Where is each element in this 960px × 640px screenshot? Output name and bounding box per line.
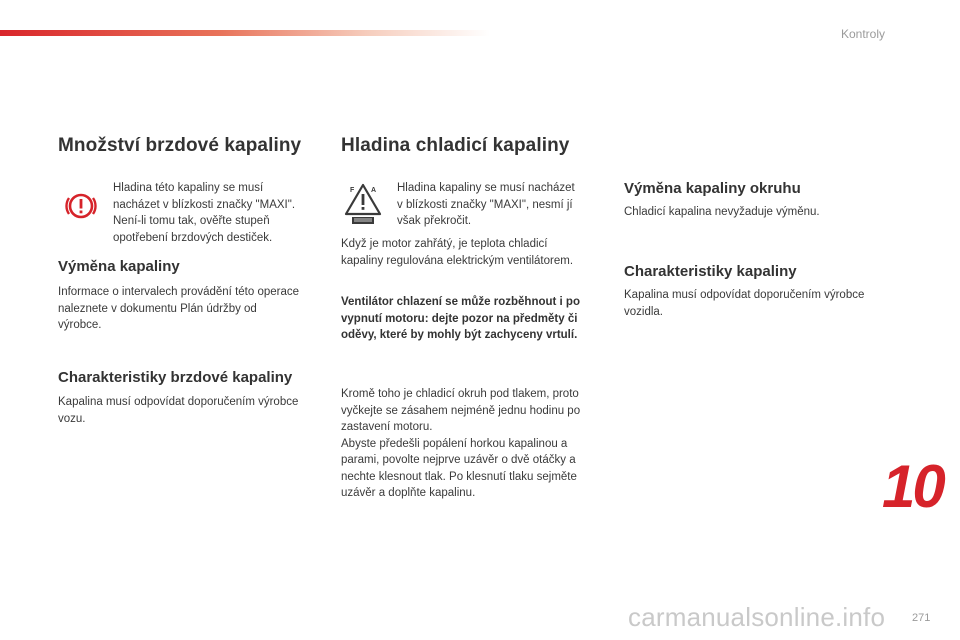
coolant-warning-line: vypnutí motoru: dejte pozor na předměty či — [341, 312, 578, 325]
coolant-notice-line: však překročit. — [397, 215, 472, 227]
brake-fluid-title: Množství brzdové kapaliny — [58, 135, 302, 156]
circuit-change-line: Chladicí kapalina nevyžaduje výměnu. — [624, 206, 820, 218]
section-label: Kontroly — [840, 27, 885, 41]
coolant-section — [341, 135, 611, 157]
brake-change-section — [58, 258, 323, 334]
coolant-warning-line: Ventilátor chlazení se může rozběhnout i po — [341, 296, 580, 308]
watermark: carmanualsonline.info — [628, 602, 886, 632]
chapter-number: 10 — [882, 453, 943, 520]
brake-spec-line: vozu. — [58, 412, 86, 425]
coolant-pressure-line: Kromě toho je chladicí okruh pod tlakem, proto — [341, 388, 579, 400]
brake-warning-icon — [64, 189, 98, 228]
circuit-spec-section — [624, 263, 904, 320]
circuit-change-section — [624, 180, 904, 221]
brake-fluid-section — [58, 135, 318, 157]
circuit-spec-title: Charakteristiky kapaliny — [624, 263, 797, 280]
circuit-spec-line: Kapalina musí odpovídat doporučením výrobce — [624, 289, 865, 301]
brake-change-line: naleznete v dokumentu Plán údržby od — [58, 302, 257, 315]
coolant-fan-warning — [341, 294, 616, 344]
coolant-pressure-text — [341, 386, 616, 502]
coolant-pressure-line: nechte klesnout tlak. Po klesnutí tlaku sejměte — [341, 470, 577, 483]
brake-spec-title: Charakteristiky brzdové kapaliny — [58, 369, 293, 386]
svg-text:F: F — [350, 187, 355, 194]
coolant-pressure-line: zastavení motoru. — [341, 421, 433, 433]
coolant-pressure-line: Abyste předešli popálení horkou kapalinou a — [341, 437, 568, 450]
coolant-pressure-line: parami, povolte nejprve uzávěr o dvě otáčky a — [341, 454, 576, 466]
circuit-change-title: Výměna kapaliny okruhu — [624, 180, 801, 197]
coolant-fan-line: Když je motor zahřátý, je teplota chladicí — [341, 238, 548, 250]
brake-change-line: Informace o intervalech provádění této operace — [58, 286, 300, 298]
brake-notice-line: Není-li tomu tak, ověřte stupeň — [113, 215, 270, 227]
coolant-pressure-line: vyčkejte se zásahem nejméně jednu hodinu po — [341, 404, 581, 417]
brake-notice-line: nacházet v blízkosti značky "MAXI". — [113, 198, 296, 211]
brake-notice-line: opotřebení brzdových destiček. — [113, 231, 273, 244]
header-accent-bar — [0, 30, 490, 36]
brake-change-title: Výměna kapaliny — [58, 258, 180, 275]
coolant-notice — [397, 180, 612, 230]
coolant-warning-line: oděvy, které by mohly být zachyceny vrtulí. — [341, 329, 578, 341]
coolant-notice-line: v blízkosti značky "MAXI", nesmí jí — [397, 198, 573, 211]
brake-change-line: výrobce. — [58, 319, 102, 331]
coolant-fan-line: kapaliny regulována elektrickým ventilátorem. — [341, 254, 574, 267]
brake-notice-line: Hladina této kapaliny se musí — [113, 182, 264, 194]
coolant-pressure-line: uzávěr a doplňte kapalinu. — [341, 487, 476, 499]
coolant-title: Hladina chladicí kapaliny — [341, 135, 570, 156]
coolant-notice-line: Hladina kapaliny se musí nacházet — [397, 182, 575, 194]
coolant-fan-text — [341, 236, 616, 269]
circuit-spec-line: vozidla. — [624, 305, 663, 318]
brake-notice — [113, 180, 333, 246]
brake-spec-section — [58, 369, 323, 427]
coolant-warning-icon — [343, 182, 383, 231]
page-number: 271 — [912, 612, 931, 624]
brake-spec-line: Kapalina musí odpovídat doporučením výrobce — [58, 396, 299, 408]
svg-text:A: A — [371, 187, 377, 194]
